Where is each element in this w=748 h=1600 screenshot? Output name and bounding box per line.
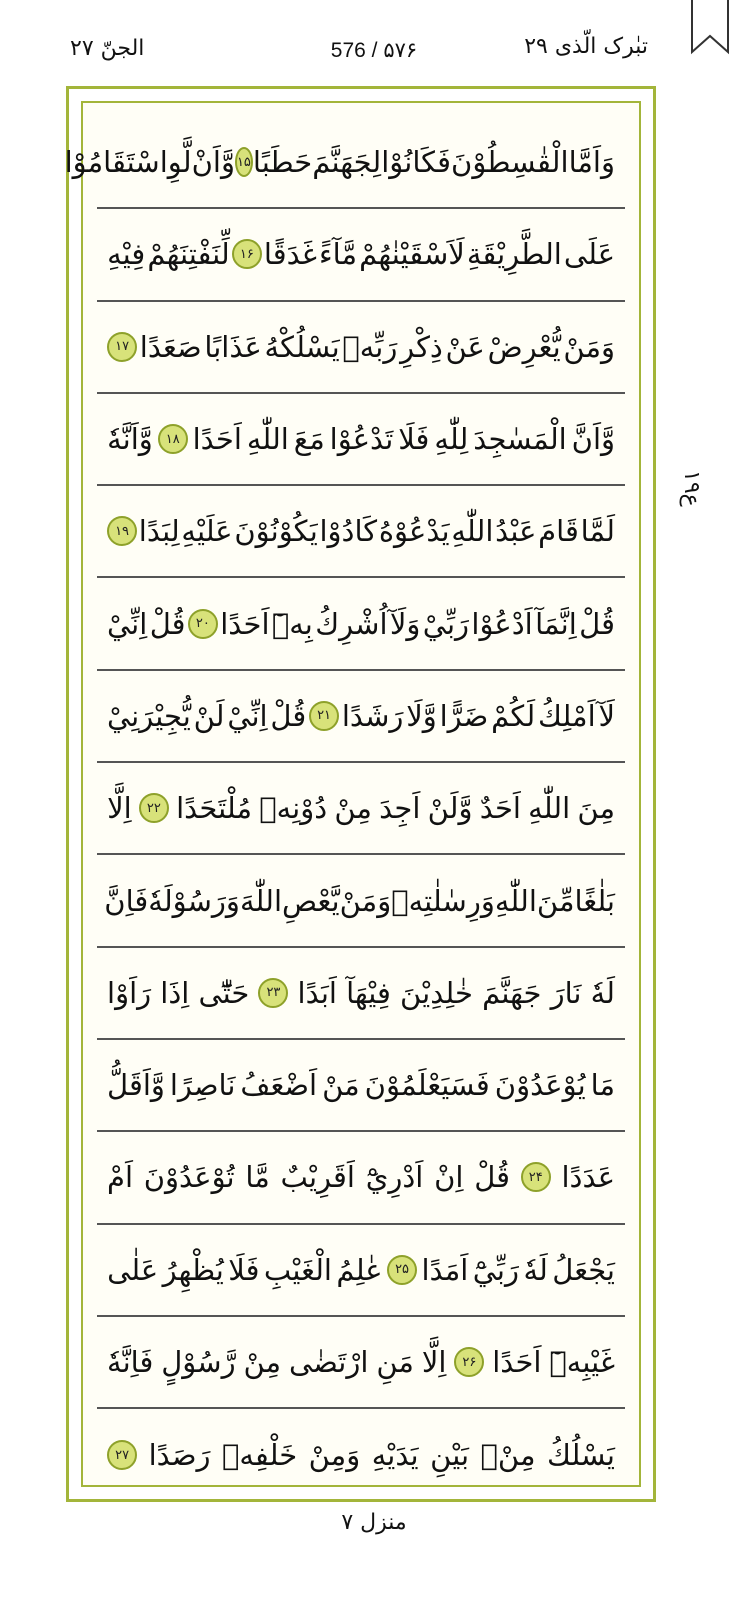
verse-line	[97, 578, 625, 670]
verse-word: فِيْهَآ	[346, 975, 391, 1010]
ayah-number-marker: ۱۵	[235, 147, 253, 177]
verse-word: مَعَ	[293, 422, 325, 457]
verse-word: مِّنَ	[536, 883, 575, 918]
verse-word: اَحَدًا	[492, 1345, 542, 1379]
verse-word: اِنَّمَآ	[535, 606, 577, 641]
verse-word: قُلْ	[270, 698, 307, 733]
verse-line	[97, 948, 625, 1040]
verse-word: وَّلَا	[406, 698, 437, 733]
verse-word: رَبِّيْٓ	[472, 1252, 520, 1287]
verse-word: اَبَدًا	[297, 975, 337, 1010]
ayah-number-marker: ۲۷	[107, 1440, 137, 1470]
verse-word: اِلَّا	[107, 791, 132, 826]
verse-word: يَسْلُكْهُ	[264, 329, 340, 364]
verse-word: اَجِدَ	[379, 791, 421, 826]
verse-word: اِنِّيْ	[227, 698, 268, 733]
verse-word: يَسْلُكُ	[547, 1438, 615, 1473]
verse-word: لِلّٰهِ	[434, 422, 469, 457]
verse-word: مَّآءً	[319, 237, 358, 272]
verse-word: لِجَهَنَّمَ	[312, 145, 382, 180]
verse-word: الْغَيْبِ	[263, 1252, 332, 1287]
verse-word: وَّاَنْ	[191, 145, 235, 180]
verse-word: يَجْعَلُ	[552, 1252, 615, 1287]
verse-word: اِنْ	[434, 1160, 464, 1195]
verse-word: جَهَنَّمَ	[482, 975, 542, 1010]
verse-word: الْمَسٰجِدَ	[473, 422, 567, 457]
verse-word: مَّا	[245, 1160, 270, 1195]
verse-word: قُلْ	[579, 606, 615, 641]
ruku-marker: ع۱۹	[679, 470, 704, 507]
verse-word: يُّجِيْرَنِيْ	[107, 698, 191, 733]
verse-word: لَهٗ	[590, 975, 615, 1010]
verse-line	[97, 209, 625, 301]
verse-word: تُوْعَدُوْنَ	[143, 1160, 235, 1195]
verse-word: فَكَانُوْا	[381, 145, 452, 180]
verse-word: قَامَ	[538, 514, 579, 549]
bookmark-icon[interactable]	[690, 0, 730, 54]
verse-word: اسْتَقَامُوْا	[64, 145, 168, 180]
verse-line	[97, 394, 625, 486]
verse-word: عَنْ	[445, 329, 485, 364]
verse-word: مَا	[590, 1068, 615, 1103]
verse-line	[97, 1225, 625, 1317]
verse-word: الطَّرِيْقَةِ	[466, 237, 562, 272]
ayah-number-marker: ۲۱	[309, 701, 339, 731]
verse-word: وَّاَنَّ	[571, 422, 615, 457]
surah-name: الجنّ ۲۷	[70, 36, 145, 61]
verse-word: اَدْرِيْٓ	[365, 1160, 424, 1195]
page-header	[0, 0, 748, 72]
verse-word: اللّٰهِ	[246, 422, 289, 457]
verse-word: وَمَنْ	[563, 329, 615, 364]
verse-word: فَاِنَّ	[104, 883, 149, 918]
verse-line	[97, 1317, 625, 1409]
verse-word: مَنِ	[376, 1345, 414, 1379]
verse-word: اَحَدًا	[192, 422, 242, 457]
verse-word: لَكُمْ	[491, 698, 536, 733]
verse-word: حَتّٰٓى	[198, 975, 250, 1010]
verse-word: اَمَدًا	[421, 1252, 469, 1287]
verse-word: وَمِنْ	[308, 1438, 361, 1473]
verse-word: وَمَنْ	[339, 883, 392, 918]
verse-word: اِذَا	[160, 975, 190, 1010]
verse-word: يَدْعُوْهُ	[378, 514, 450, 549]
verse-word: وَّاَقَلُّ	[107, 1068, 165, 1103]
verse-word: اَحَدٌ	[479, 791, 521, 826]
verse-word: اَضْعَفُ	[240, 1068, 318, 1103]
verse-word: قُلْ	[149, 606, 186, 641]
verse-word: لَهٗ	[523, 1252, 548, 1287]
verse-line	[97, 486, 625, 578]
verse-word: فَسَيَعْلَمُوْنَ	[364, 1068, 490, 1103]
verse-word: لَنْ	[193, 698, 225, 733]
verse-word: نَاصِرًا	[169, 1068, 236, 1103]
verse-word: رَبِّيْ	[422, 606, 470, 641]
verse-word: نَارَ	[550, 975, 582, 1010]
verse-word: رَصَدًا	[148, 1438, 211, 1473]
verse-word: يُّعْرِضْ	[487, 329, 561, 364]
verse-word: فَلَا	[398, 422, 430, 457]
verse-word: كَادُوْا	[319, 514, 378, 549]
verse-word: وَاَمَّا	[568, 145, 615, 180]
verse-word: قُلْ	[474, 1160, 511, 1195]
verse-word: وَرِسٰلٰتِهٖ	[391, 883, 495, 918]
verse-word: مِنْ	[334, 791, 372, 826]
verse-word: اللّٰهِ	[494, 883, 537, 918]
verse-line	[97, 1040, 625, 1132]
verse-word: اَمْلِكُ	[538, 698, 596, 733]
verse-word: لِّنَفْتِنَهُمْ	[147, 237, 230, 272]
verse-word: يُظْهِرُ	[162, 1252, 224, 1287]
verse-word: فَاِنَّهٗ	[107, 1345, 154, 1379]
juz-name: تبٰرک الّذی ۲۹	[524, 34, 648, 59]
verse-word: بَلٰغًا	[574, 883, 615, 918]
verse-word: لَآ	[598, 698, 615, 733]
page-number: 576 / ۵۷۶	[330, 39, 418, 62]
ayah-number-marker: ۱۹	[107, 516, 137, 546]
verse-word: مِنَ	[577, 791, 615, 826]
verse-word: ارْتَضٰى	[288, 1345, 369, 1379]
verse-word: دُوْنِهٖ	[259, 791, 328, 826]
manzil-label: منزل ۷	[341, 1510, 407, 1535]
verse-word: عَلَيْهِ	[181, 514, 233, 549]
verse-word: لَمَّا	[580, 514, 615, 549]
verse-line	[97, 671, 625, 763]
verse-word: عٰلِمُ	[336, 1252, 383, 1287]
verse-word: غَيْبِهٖٓ	[549, 1345, 615, 1379]
verse-word: رَاَوْا	[107, 975, 152, 1010]
verse-line	[97, 763, 625, 855]
verse-word: عَلٰى	[107, 1252, 159, 1287]
verse-word: اُشْرِكُ	[315, 606, 388, 641]
verse-word: وَرَسُوْلَهٗ	[148, 883, 240, 918]
verse-word: ضَرًّا	[439, 698, 489, 733]
ayah-number-marker: ۲۶	[454, 1347, 484, 1377]
verse-word: فِيْهِ	[107, 237, 146, 272]
verse-word: ذِكْرِ	[400, 329, 443, 364]
verse-word: عَذَابًا	[204, 329, 262, 364]
verse-word: اللّٰهِ	[528, 791, 571, 826]
ayah-number-marker: ۲۴	[521, 1162, 551, 1192]
verse-word: اِنِّيْ	[107, 606, 148, 641]
ayah-number-marker: ۱۶	[232, 239, 262, 269]
verse-word: وَّلَنْ	[427, 791, 473, 826]
verse-word: اللّٰهَ	[239, 883, 282, 918]
verse-line	[64, 117, 625, 209]
verse-lines	[64, 117, 625, 1473]
verse-word: لَّوِ	[167, 145, 192, 180]
verse-word: اَمْ	[107, 1160, 134, 1195]
verse-word: اللّٰهِ	[451, 514, 494, 549]
verse-word: رَشَدًا	[341, 698, 404, 733]
verse-line	[97, 855, 625, 947]
verse-word: الْقٰسِطُوْنَ	[451, 145, 569, 180]
verse-line	[97, 1409, 625, 1501]
verse-word: اَحَدًا	[220, 606, 270, 641]
verse-word: عَدَدًا	[561, 1160, 615, 1195]
verse-word: عَلَى	[563, 237, 615, 272]
verse-word: مِنْۢ	[480, 1438, 536, 1473]
text-area	[64, 101, 641, 1487]
verse-word: بَيْنِ	[430, 1438, 470, 1473]
verse-line	[97, 302, 625, 394]
verse-word: مَنْ	[322, 1068, 360, 1103]
verse-word: يَدَيْهِ	[371, 1438, 419, 1473]
verse-word: وَلَآ	[389, 606, 421, 641]
ayah-number-marker: ۲۲	[139, 793, 169, 823]
ayah-number-marker: ۲۳	[258, 978, 288, 1008]
verse-word: لِبَدًا	[138, 514, 180, 549]
verse-word: رَّسُوْلٍ	[161, 1345, 236, 1379]
verse-word: اَدْعُوْا	[471, 606, 533, 641]
verse-word: وَّاَنَّهٗ	[107, 422, 153, 457]
verse-word: مُلْتَحَدًا	[176, 791, 252, 826]
verse-word: اَقَرِيْبٌ	[280, 1160, 355, 1195]
verse-word: حَطَبًا	[252, 145, 313, 180]
ayah-number-marker: ۱۷	[107, 332, 137, 362]
ayah-number-marker: ۲۵	[387, 1255, 417, 1285]
verse-line	[97, 1132, 625, 1224]
verse-word: غَدَقًا	[263, 237, 317, 272]
verse-word: بِهٖٓ	[271, 606, 313, 641]
verse-word: يَّعْصِ	[282, 883, 340, 918]
verse-word: يَكُوْنُوْنَ	[234, 514, 318, 549]
ayah-number-marker: ۲۰	[188, 609, 218, 639]
verse-word: مِنْ	[243, 1345, 282, 1379]
page-frame	[66, 86, 656, 1502]
verse-word: خٰلِدِيْنَ	[400, 975, 473, 1010]
verse-word: فَلَا	[228, 1252, 260, 1287]
verse-word: يُوْعَدُوْنَ	[494, 1068, 586, 1103]
verse-word: رَبِّهٖ	[342, 329, 398, 364]
verse-word: صَعَدًا	[139, 329, 202, 364]
verse-word: خَلْفِهٖ	[221, 1438, 298, 1473]
verse-word: اِلَّا	[421, 1345, 447, 1379]
verse-word: تَدْعُوْا	[329, 422, 394, 457]
ayah-number-marker: ۱۸	[158, 424, 188, 454]
verse-word: لَاَسْقَيْنٰهُمْ	[359, 237, 465, 272]
verse-word: عَبْدُ	[495, 514, 537, 549]
